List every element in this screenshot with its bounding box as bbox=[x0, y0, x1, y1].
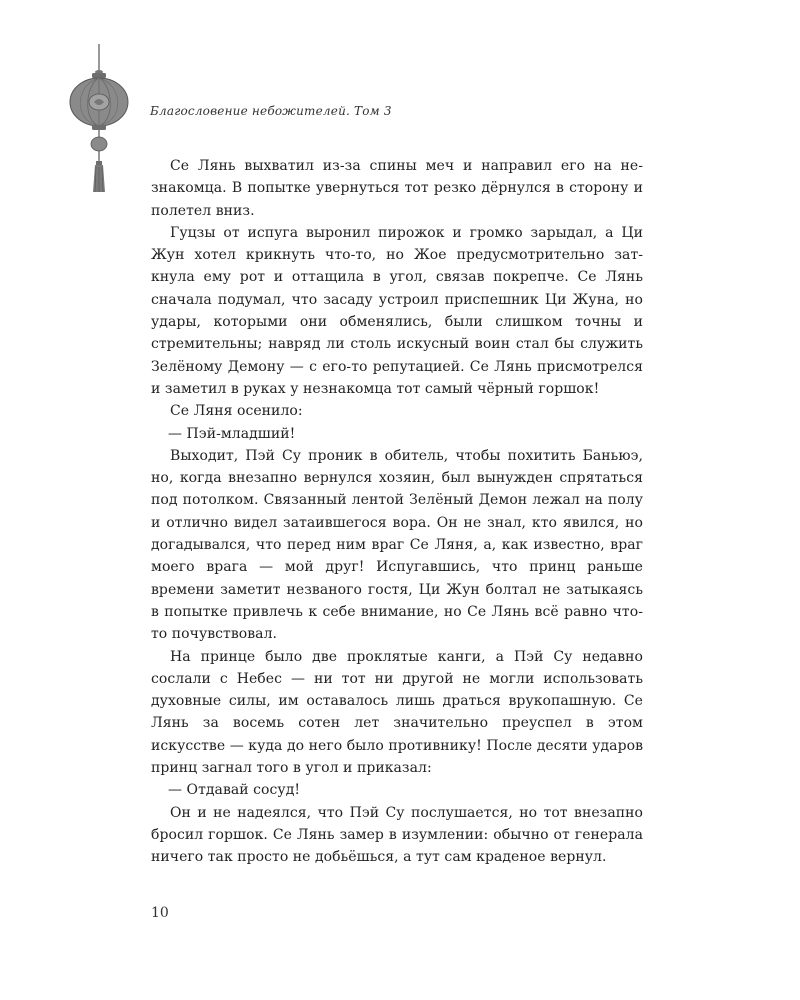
paragraph: Он и не надеялся, что Пэй Су послушается, но тот внезапно бросил горшок. Се Лянь замер в изумлении: обычно от генерала ничего так просто не добьёшься, а тут сам краденое вернул. bbox=[151, 804, 643, 866]
paragraph: Выходит, Пэй Су проник в обитель, чтобы похитить Баньюэ, но, когда внезапно вернулся хозяин, был вынужден спрятаться под потолком. Связанный лентой Зелёный Демон лежал на полу и отлично видел затаившегося вора. Он не знал, кто явился, но догадывался, что перед ним враг Се Ляня, а, как известно, враг моего врага — мой друг! Испугавшись, что принц раньше времени заметит незваного гостя, Ци Жун болтал не затыкаясь в попытке привлечь к себе внимание, но Се Лянь всё равно что-то почувствовал. bbox=[151, 447, 643, 643]
body-text bbox=[151, 155, 643, 869]
page-number: 10 bbox=[151, 905, 169, 921]
dialogue-line: — Отдавай сосуд! bbox=[168, 782, 301, 799]
paragraph: Се Ляня осенило: bbox=[170, 403, 303, 420]
paragraph: Гуцзы от испуга выронил пирожок и громко зарыдал, а Ци Жун хотел крикнуть что-то, но Жое предусмотрительно заткнула ему рот и оттащила в угол, связав покрепче. Се Лянь сначала подумал, что засаду устроил приспешник Ци Жуна, но удары, которыми они обменялись, были слишком точны и стремительны; навряд ли столь искусный воин стал бы служить Зелёному Демону — с его-то репутацией. Се Лянь присмотрелся и заметил в руках у незнакомца тот самый чёрный горшок! bbox=[151, 224, 643, 397]
running-head: Благословение небожителей. Том 3 bbox=[150, 104, 392, 118]
paragraph: На принце было две проклятые канги, а Пэй Су недавно сослали с Небес — ни тот ни другой не могли использовать духовные силы, им оставалось лишь драться врукопашную. Се Лянь за восемь сотен лет значительно преуспел в этом искусстве — куда до него было противнику! После десяти ударов принц загнал того в угол и приказал: bbox=[151, 648, 643, 777]
chinese-lantern-icon bbox=[68, 44, 130, 196]
paragraph: Се Лянь выхватил из-за спины меч и направил его на незнакомца. В попытке увернуться тот резко дёрнулся в сторону и полетел вниз. bbox=[151, 158, 643, 219]
dialogue-line: — Пэй-младший! bbox=[168, 425, 296, 442]
